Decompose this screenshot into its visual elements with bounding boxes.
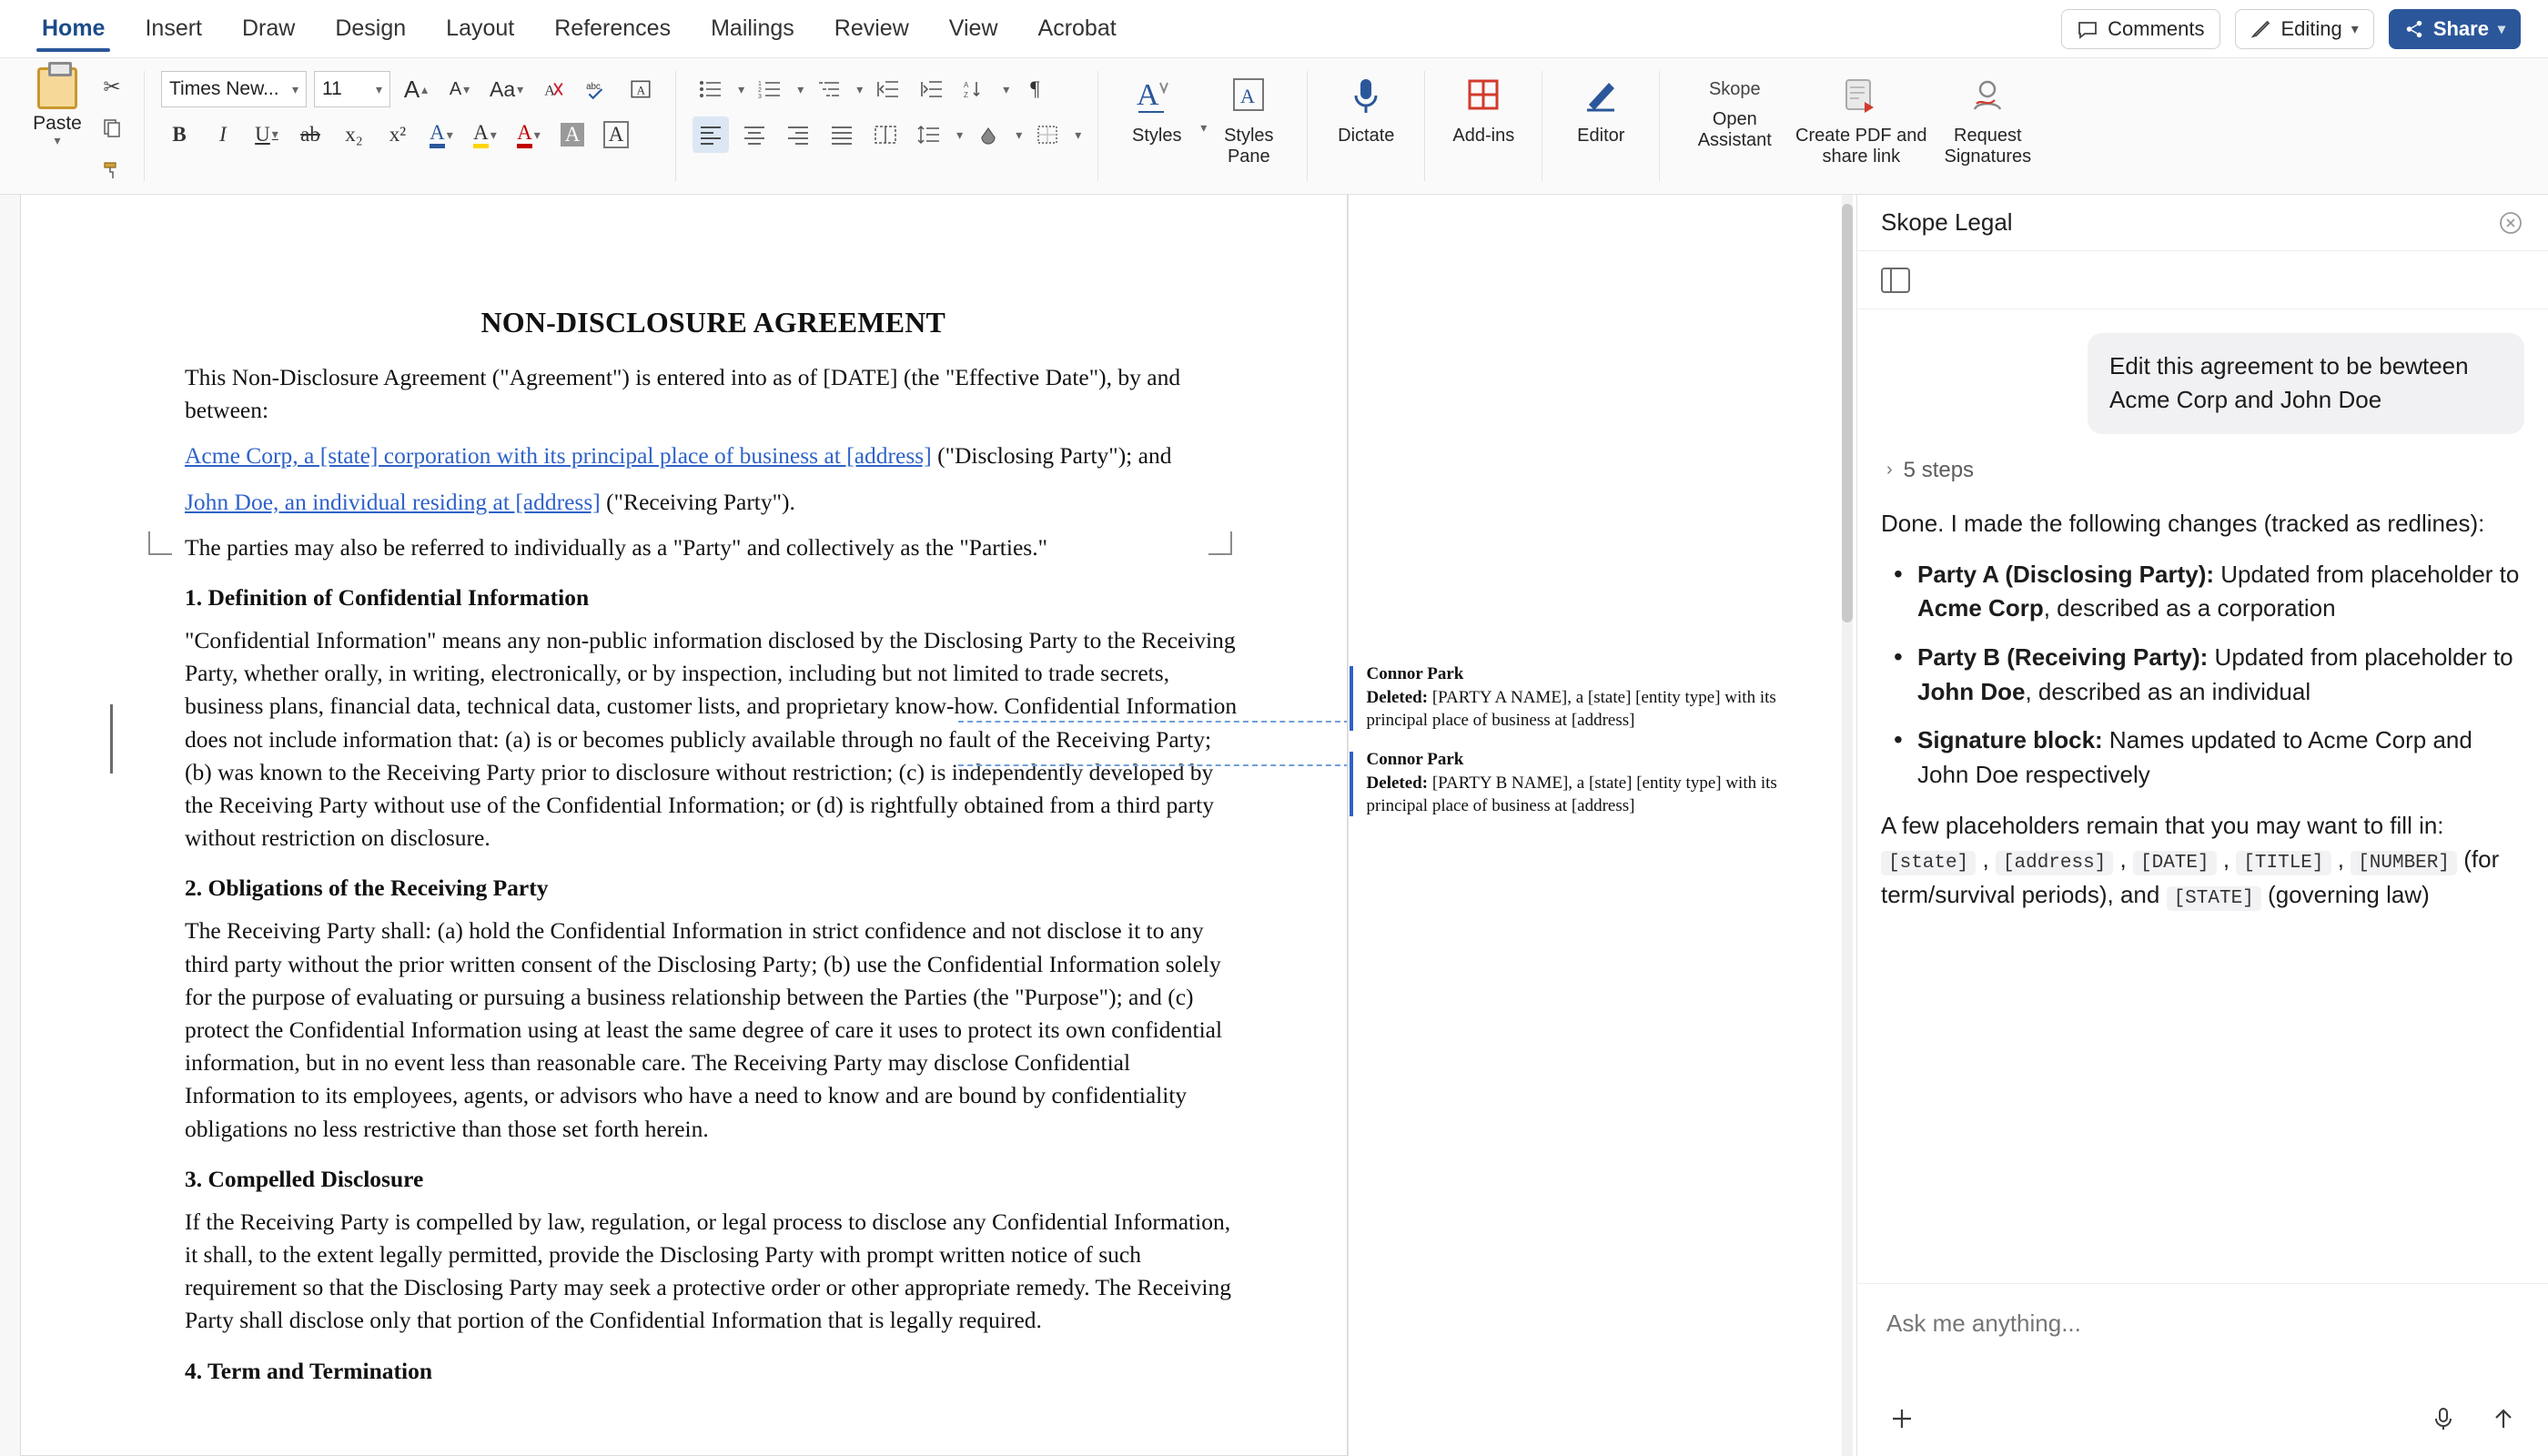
clipboard-mini-buttons [96,67,127,186]
party-a-paragraph [185,440,1242,472]
superscript-label: x² [389,123,407,146]
paragraph-row-2 [693,116,1081,153]
svg-text:abc: abc [586,82,601,92]
party-a-rest: ("Disclosing Party"); and [931,442,1172,470]
columns-icon[interactable] [867,116,904,153]
paste-icon [37,67,77,109]
editor-icon [1580,69,1622,126]
tab-design-label: Design [335,15,407,41]
chat-composer [1857,1283,2548,1456]
tab-layout-label: Layout [446,15,515,41]
change-case-label: Aa [490,76,516,101]
align-left-icon[interactable] [693,116,729,153]
text-effects-button[interactable] [423,116,460,153]
paragraph-group [682,62,1092,194]
chevron-down-icon: ▾ [533,126,541,142]
party-b-insertion: John Doe, an individual residing at [address] [185,488,601,515]
parties-note-paragraph: The parties may also be referred to individually as a "Party" and collectively as the "Parties." [185,533,1047,561]
document-area [0,195,1856,1456]
share-icon [2404,19,2424,39]
dictate-label: Dictate [1338,126,1395,146]
chat-transcript [1857,309,2548,1283]
dictate-button[interactable] [1324,62,1408,194]
change-title: Party B (Receiving Party): [1917,642,2209,671]
clear-formatting-icon[interactable] [535,71,571,107]
open-assistant-button[interactable] [1676,62,1793,194]
chat-input[interactable] [1881,1304,2524,1338]
list-item [1881,641,2524,709]
revision-accent-bar [1350,666,1353,731]
change-value: John Doe [1917,677,2026,705]
justify-icon[interactable] [824,116,860,153]
change-case-button[interactable] [485,71,528,107]
tab-home[interactable] [22,1,125,57]
document-title: NON-DISCLOSURE AGREEMENT [480,306,946,339]
workspace [0,195,2548,1456]
grow-font-button[interactable] [398,71,434,107]
styles-group [1104,62,1301,194]
italic-label: I [219,123,227,146]
editing-label: Editing [2280,16,2342,40]
shrink-font-button[interactable] [441,71,478,107]
section-3-body: If the Receiving Party is compelled by law, regulation, or legal process to disclose any Confidential Information, it shall, to the extent legally permitted, provide the Disclosing Party with prompt written notice of such requirement so that the Disclosing Party may seek a protective order or other appropriate remedy. The Receiving Party shall disclose only that portion of the Confidential Information that is legally required. [185,1208,1231,1334]
assistant-response-intro: Done. I made the following changes (tracked as redlines): [1881,509,2485,537]
font-family-select[interactable] [161,71,307,107]
tab-mailings[interactable] [691,1,814,57]
skope-legal-panel [1856,195,2548,1456]
scroll-fade [1857,1228,2548,1283]
clipboard-group [13,62,138,194]
steps-disclosure[interactable] [1886,458,2524,483]
font-group [150,62,670,194]
change-text: Names updated to Acme Corp and John Doe respectively [1917,726,2472,788]
chevron-down-icon[interactable]: ▾ [54,133,61,147]
panel-header [1857,195,2548,251]
tab-design[interactable] [315,1,426,57]
tab-view-label: View [948,15,998,41]
revision-body: [PARTY B NAME], a [state] [entity type] with its principal place of business at [address] [1366,774,1777,816]
down-arrow-icon: ▾ [463,81,470,96]
ribbon-tab-bar [0,0,2548,58]
pencil-icon [2250,18,2272,40]
strikethrough-label: ab [300,123,320,146]
section-3-heading: 3. Compelled Disclosure [185,1165,424,1192]
character-border-button[interactable] [598,116,634,153]
format-painter-icon[interactable] [96,155,127,186]
add-ins-button[interactable] [1441,62,1525,194]
bullet-list-icon[interactable] [693,71,729,107]
tab-layout[interactable] [426,1,534,57]
microphone-icon[interactable] [2422,1398,2464,1440]
chevron-down-icon[interactable]: ▾ [1016,126,1023,142]
chevron-down-icon: ▾ [2351,21,2359,37]
styles-pane-label: Styles Pane [1224,126,1274,167]
change-value: Acme Corp [1917,594,2044,622]
tab-review[interactable] [814,1,929,57]
up-arrow-icon: ▴ [421,81,429,96]
character-border-label: A [603,121,630,148]
text-box-icon[interactable] [622,71,659,107]
svg-text:A: A [636,83,646,97]
crop-mark-top-left [148,531,172,555]
section-2-body: The Receiving Party shall: (a) hold the Confidential Information in strict confidence and not disclose it to any third party without the prior written consent of the Disclosing Party; (b) use the Confidential Information solely for the purpose of evaluating or pursuing a business relationship between the Parties (the "Purpose"); and (c) protect the Confidential Information using at least the same degree of care it uses to protect its own confidential information, but in no event less than reasonable care. The Receiving Party may disclose Confidential Information to its employees, agents, or advisors who have a need to know and are bound by confidentiality obligations no less restrictive than those set forth herein. [185,917,1223,1142]
bold-button[interactable] [161,116,197,153]
tab-references-label: References [554,15,672,41]
pilcrow-icon[interactable]: ¶ [1030,77,1040,100]
strikethrough-button[interactable] [292,116,329,153]
copy-icon[interactable] [96,113,127,144]
request-signatures-icon [1964,69,2011,126]
placeholder-chip-number: [NUMBER] [2351,851,2457,875]
subscript-label: x₂ [345,123,363,146]
change-title: Signature block: [1917,726,2103,754]
panel-toggle-icon[interactable] [1881,268,1910,293]
svg-text:2: 2 [758,87,763,94]
revision-balloon-2[interactable] [1367,750,1822,818]
svg-text:3: 3 [758,94,763,99]
section-4-heading: 4. Term and Termination [185,1357,433,1384]
revision-text [1367,686,1822,733]
italic-button[interactable] [205,116,241,153]
tab-draw[interactable] [222,1,315,57]
svg-text:A: A [1240,85,1256,107]
tab-home-label: Home [42,15,106,41]
shading-icon[interactable] [970,116,1006,153]
share-button[interactable] [2389,9,2521,49]
tab-insert-label: Insert [145,15,202,41]
create-pdf-icon [1837,69,1885,126]
change-text: Updated from placeholder to [2214,560,2520,588]
svg-text:A: A [964,81,969,89]
placeholder-chip-governing-state: [STATE] [2167,886,2261,911]
send-up-arrow-icon[interactable] [2482,1398,2524,1440]
multilevel-list-icon[interactable] [811,71,847,107]
revision-leader-line-1 [958,721,1348,723]
divider [1307,71,1308,181]
chevron-down-icon[interactable]: ▾ [1075,126,1082,142]
tab-acrobat-label: Acrobat [1037,15,1117,41]
request-signatures-button[interactable] [1929,62,2046,194]
paragraph-row-1 [693,71,1053,107]
plus-icon[interactable] [1881,1398,1923,1440]
section-2-heading: 2. Obligations of the Receiving Party [185,875,549,902]
editor-group [1548,62,1653,194]
chevron-down-icon: ▾ [2497,21,2505,37]
numbered-list-icon[interactable] [752,71,788,107]
text-effects-label: A [430,122,445,148]
character-shading-button[interactable] [554,116,591,153]
highlight-button[interactable] [467,116,503,153]
placeholders-mid-text: (for term/survival periods), and [1881,845,2500,908]
subscript-button[interactable] [336,116,372,153]
underline-label: U [255,123,270,146]
font-family-value: Times New... [169,78,279,99]
borders-icon[interactable] [1029,116,1066,153]
comments-label: Comments [2108,16,2205,40]
editor-label: Editor [1577,126,1625,146]
add-ins-icon [1462,69,1504,126]
placeholder-chip-date: [DATE] [2133,851,2217,875]
tab-acrobat[interactable] [1018,1,1137,57]
dictate-group [1313,62,1419,194]
styles-button[interactable] [1115,62,1198,194]
styles-pane-button[interactable] [1207,62,1290,194]
chevron-down-icon[interactable]: ▾ [1003,81,1010,96]
divider [144,71,145,181]
change-title: Party A (Disclosing Party): [1917,560,2215,588]
highlight-label: A [473,122,489,148]
editor-button[interactable] [1559,62,1643,194]
editing-mode-button[interactable] [2235,9,2374,49]
skope-group [1665,62,2057,194]
chevron-down-icon[interactable]: ▾ [1200,120,1208,135]
panel-subheader [1857,251,2548,309]
line-spacing-icon[interactable] [911,116,947,153]
chevron-down-icon[interactable]: ▾ [956,126,964,142]
placeholders-tail-text: (governing law) [2268,880,2430,908]
superscript-button[interactable] [379,116,416,153]
styles-label: Styles [1132,126,1182,146]
revision-accent-bar [1350,752,1353,816]
chevron-down-icon: ▾ [517,81,524,96]
tab-insert[interactable] [125,1,222,57]
placeholder-chip-state: [state] [1881,851,1976,875]
tab-mailings-label: Mailings [711,15,794,41]
svg-text:1: 1 [758,81,763,87]
sort-az-icon[interactable] [957,71,994,107]
section-1-heading: 1. Definition of Confidential Information [185,584,590,612]
abc-check-icon[interactable] [579,71,615,107]
align-right-icon[interactable] [780,116,816,153]
steps-label: 5 steps [1903,457,1975,482]
composer-right-actions [2422,1398,2524,1440]
placeholders-intro: A few placeholders remain that you may want to fill in: [1881,811,2444,839]
comment-icon [2077,18,2098,40]
scissors-icon[interactable]: ✂ [103,74,121,98]
character-shading-label: A [561,123,585,147]
composer-actions [1881,1398,2524,1440]
tab-review-label: Review [834,15,909,41]
revision-leader-line-2 [958,764,1348,766]
increase-indent-icon[interactable] [914,71,950,107]
divider [1097,71,1098,181]
list-item [1881,723,2524,792]
revision-balloon-1[interactable] [1367,664,1822,733]
align-center-icon[interactable] [736,116,773,153]
placeholders-paragraph: A few placeholders remain that you may want to fill in: [state] , [address] , [DATE] , [TITLE] , [NUMBER] (for term/survival periods), and [STATE] (governing law) [1881,811,2500,909]
open-assistant-label: Open Assistant [1697,109,1772,150]
document-page[interactable] [20,195,1348,1456]
chevron-down-icon: ▾ [490,126,497,142]
chevron-down-icon: ▾ [446,126,453,142]
font-row-2 [161,116,634,153]
paste-label: Paste [33,113,82,134]
styles-pane-icon [1226,69,1271,126]
ribbon-toolbar [0,58,2548,195]
create-pdf-button[interactable] [1793,62,1929,194]
svg-text:A: A [1137,78,1159,112]
chevron-down-icon: ▾ [375,81,382,96]
underline-button[interactable] [248,116,285,153]
tab-draw-label: Draw [242,15,296,41]
divider [675,71,676,181]
font-color-label: A [517,122,532,148]
revision-author: Connor Park [1366,750,1464,769]
decrease-indent-icon[interactable] [870,71,906,107]
party-b-rest: ("Receiving Party"). [600,488,795,515]
revision-body: [PARTY A NAME], a [state] [entity type] with its principal place of business at [address] [1366,688,1776,731]
document-content [21,195,1347,1385]
user-message-bubble: Edit this agreement to be bewteen Acme Corp and John Doe [2088,333,2524,434]
shrink-font-label: A [449,78,462,99]
request-signatures-label: Request Signatures [1944,126,2032,167]
ribbon-right-actions [2061,9,2526,49]
chevron-right-icon: › [1886,460,1893,480]
panel-title: Skope Legal [1881,208,2013,236]
chevron-down-icon[interactable]: ▾ [738,81,745,96]
font-size-select[interactable] [314,71,390,107]
crop-mark-top-right [1208,531,1232,555]
tab-view[interactable] [929,1,1018,57]
placeholder-chip-title: [TITLE] [2236,851,2331,875]
bold-label: B [172,123,187,146]
changes-list [1881,558,2524,793]
divider [1424,71,1425,181]
revision-label: Deleted: [1366,774,1429,793]
divider [1659,71,1660,181]
grow-font-label: A [403,75,420,103]
chevron-down-icon: ▾ [291,81,298,96]
revision-text [1367,772,1822,818]
document-scrollbar-thumb[interactable] [1842,204,1853,622]
microphone-icon [1346,69,1386,126]
svg-text:A: A [544,82,556,99]
paste-button[interactable] [24,67,91,148]
change-tail: , described as an individual [2025,677,2311,705]
tab-references[interactable] [534,1,691,57]
chevron-down-icon[interactable]: ▾ [856,81,864,96]
comments-button[interactable] [2061,9,2219,49]
placeholder-chip-address: [address] [1996,851,2113,875]
addins-group [1431,62,1536,194]
markup-area [1348,195,1856,1456]
styles-icon [1131,69,1182,126]
section-1-body: "Confidential Information" means any non-public information disclosed by the Disclosing Party to the Receiving Party, whether orally, in writing, electronically, or by inspection, including but not limited to trade secrets, business plans, financial data, technical data, customer lists, and proprietary know-how. Confidential Information does not include information that: (a) is or becomes publicly available through no fault of the Receiving Party; (b) was known to the Receiving Party prior to disclosure without restriction; (c) is independently developed by the Receiving Party without use of the Confidential Information; or (d) is rightfully obtained from a third party without restriction on disclosure. [185,627,1238,852]
party-b-paragraph [185,486,1242,519]
font-row-1 [161,71,659,107]
change-bar [110,704,113,774]
list-item [1881,558,2524,626]
font-size-value: 11 [322,78,342,99]
revision-author: Connor Park [1366,664,1464,683]
chevron-down-icon: ▾ [271,127,278,142]
party-a-insertion: Acme Corp, a [state] corporation with its principal place of business at [address] [185,442,932,470]
svg-text:Z: Z [964,91,969,99]
share-label: Share [2432,16,2489,40]
chevron-down-icon[interactable]: ▾ [797,81,804,96]
font-color-button[interactable] [511,116,547,153]
intro-paragraph: This Non-Disclosure Agreement ("Agreement") is entered into as of [DATE] (the "Effective Date"), by and between: [185,364,1181,424]
close-icon[interactable] [2497,209,2524,237]
change-text: Updated from placeholder to [2208,642,2513,671]
skope-brand-label: Skope [1708,78,1761,99]
change-tail: , described as a corporation [2043,594,2336,622]
skope-assistant-icon [1709,69,1761,109]
revision-label: Deleted: [1366,688,1429,707]
add-ins-label: Add-ins [1452,126,1515,146]
create-pdf-label: Create PDF and share link [1795,126,1927,167]
